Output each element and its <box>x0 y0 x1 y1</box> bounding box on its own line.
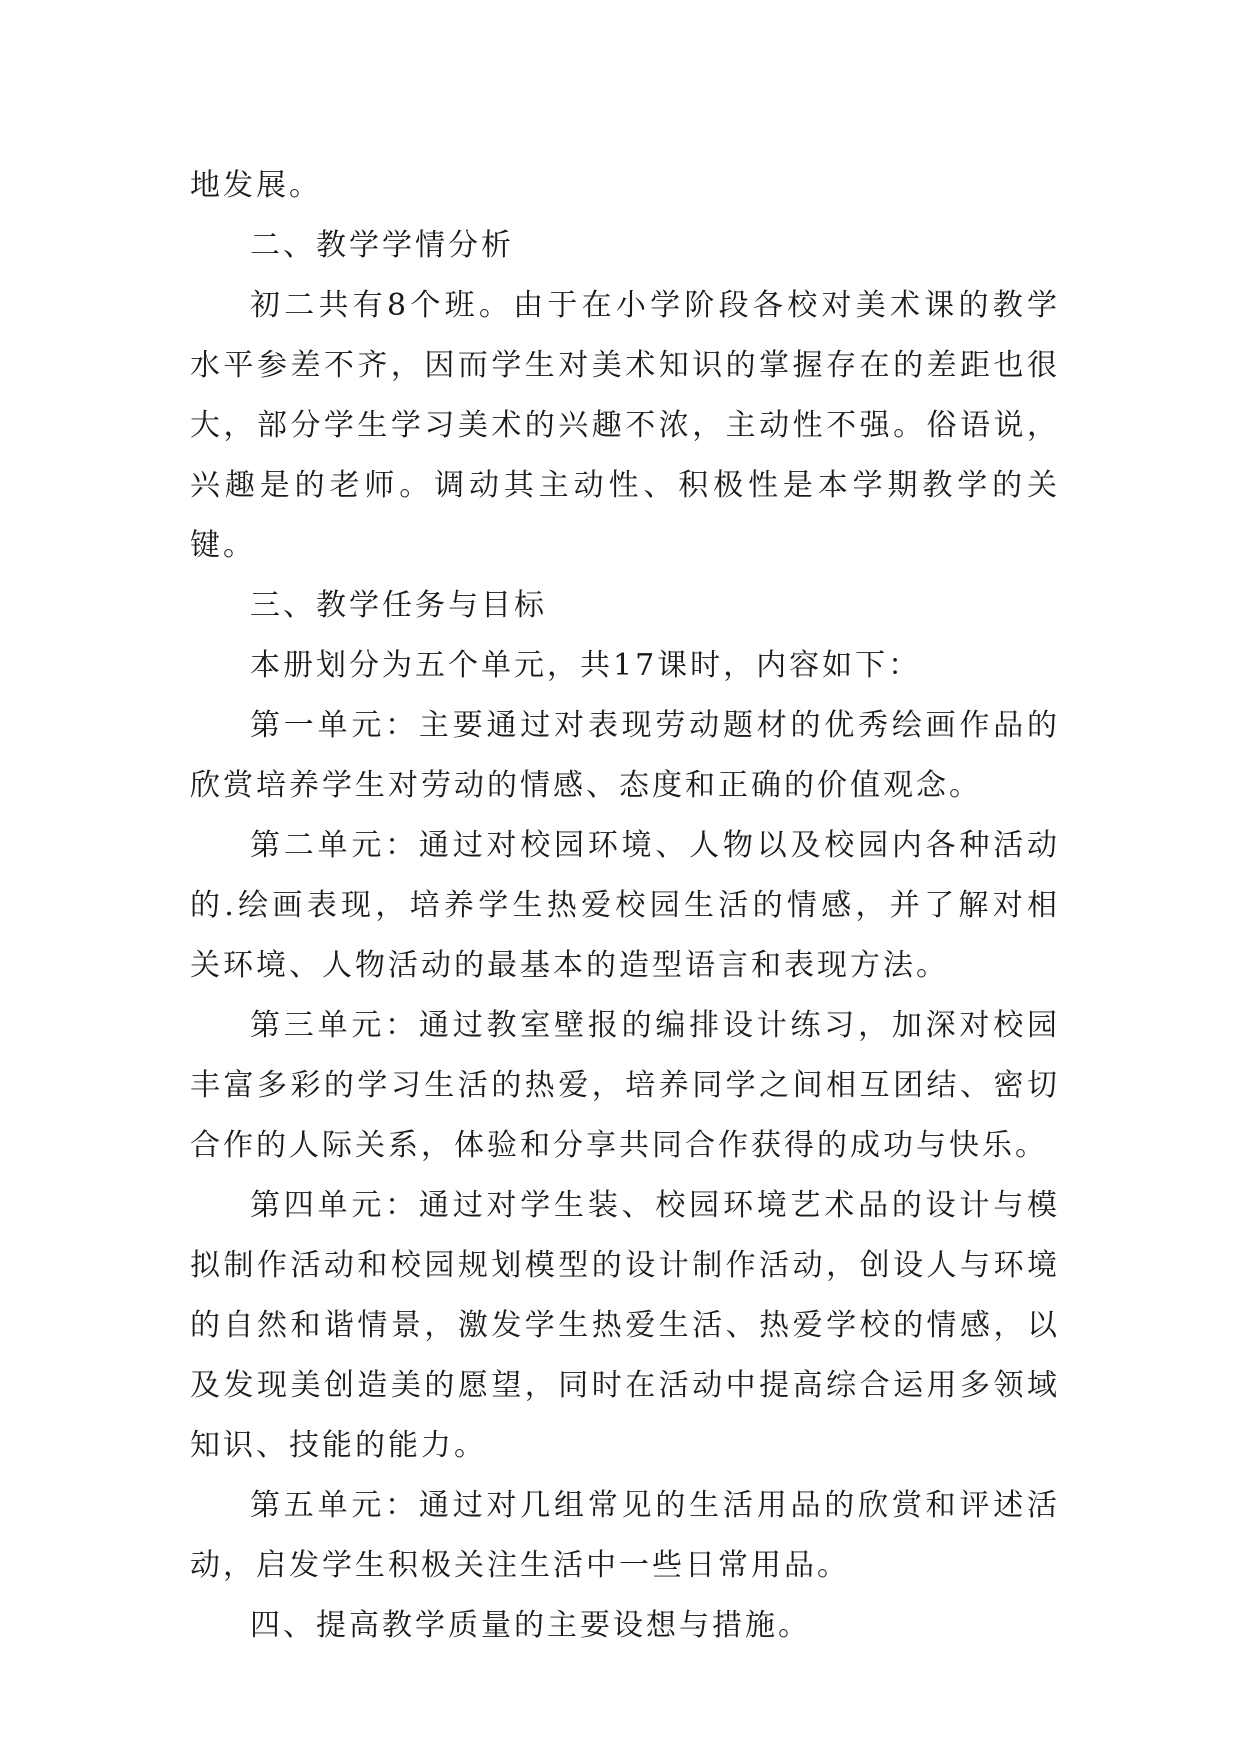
paragraph-unit-5: 第五单元：通过对几组常见的生活用品的欣赏和评述活动，启发学生积极关注生活中一些日常用品。 <box>190 1488 1060 1583</box>
document-body <box>190 156 1060 1656</box>
paragraph-unit-1: 第一单元：主要通过对表现劳动题材的优秀绘画作品的欣赏培养学生对劳动的情感、态度和正确的价值观念。 <box>190 708 1060 803</box>
section-heading-measures: 四、提高教学质量的主要设想与措施。 <box>250 1608 811 1643</box>
section-heading-learning-analysis: 二、教学学情分析 <box>250 228 514 263</box>
paragraph-unit-2: 第二单元：通过对校园环境、人物以及校园内各种活动的.绘画表现，培养学生热爱校园生活的情感，并了解对相关环境、人物活动的最基本的造型语言和表现方法。 <box>190 828 1060 983</box>
section-heading-tasks-goals: 三、教学任务与目标 <box>250 588 547 623</box>
paragraph-unit-4: 第四单元：通过对学生装、校园环境艺术品的设计与模拟制作活动和校园规划模型的设计制作活动，创设人与环境的自然和谐情景，激发学生热爱生活、热爱学校的情感，以及发现美创造美的愿望，同时在活动中提高综合运用多领域知识、技能的能力。 <box>190 1188 1060 1463</box>
paragraph-unit-3: 第三单元：通过教室壁报的编排设计练习，加深对校园丰富多彩的学习生活的热爱，培养同学之间相互团结、密切合作的人际关系，体验和分享共同合作获得的成功与快乐。 <box>190 1008 1060 1163</box>
paragraph-learning-analysis: 初二共有8个班。由于在小学阶段各校对美术课的教学水平参差不齐，因而学生对美术知识的掌握存在的差距也很大，部分学生学习美术的兴趣不浓，主动性不强。俗语说，兴趣是的老师。调动其主动性、积极性是本学期教学的关键。 <box>190 288 1060 563</box>
paragraph-units-overview: 本册划分为五个单元，共17课时，内容如下： <box>250 648 922 683</box>
paragraph-continuation: 地发展。 <box>190 168 322 203</box>
